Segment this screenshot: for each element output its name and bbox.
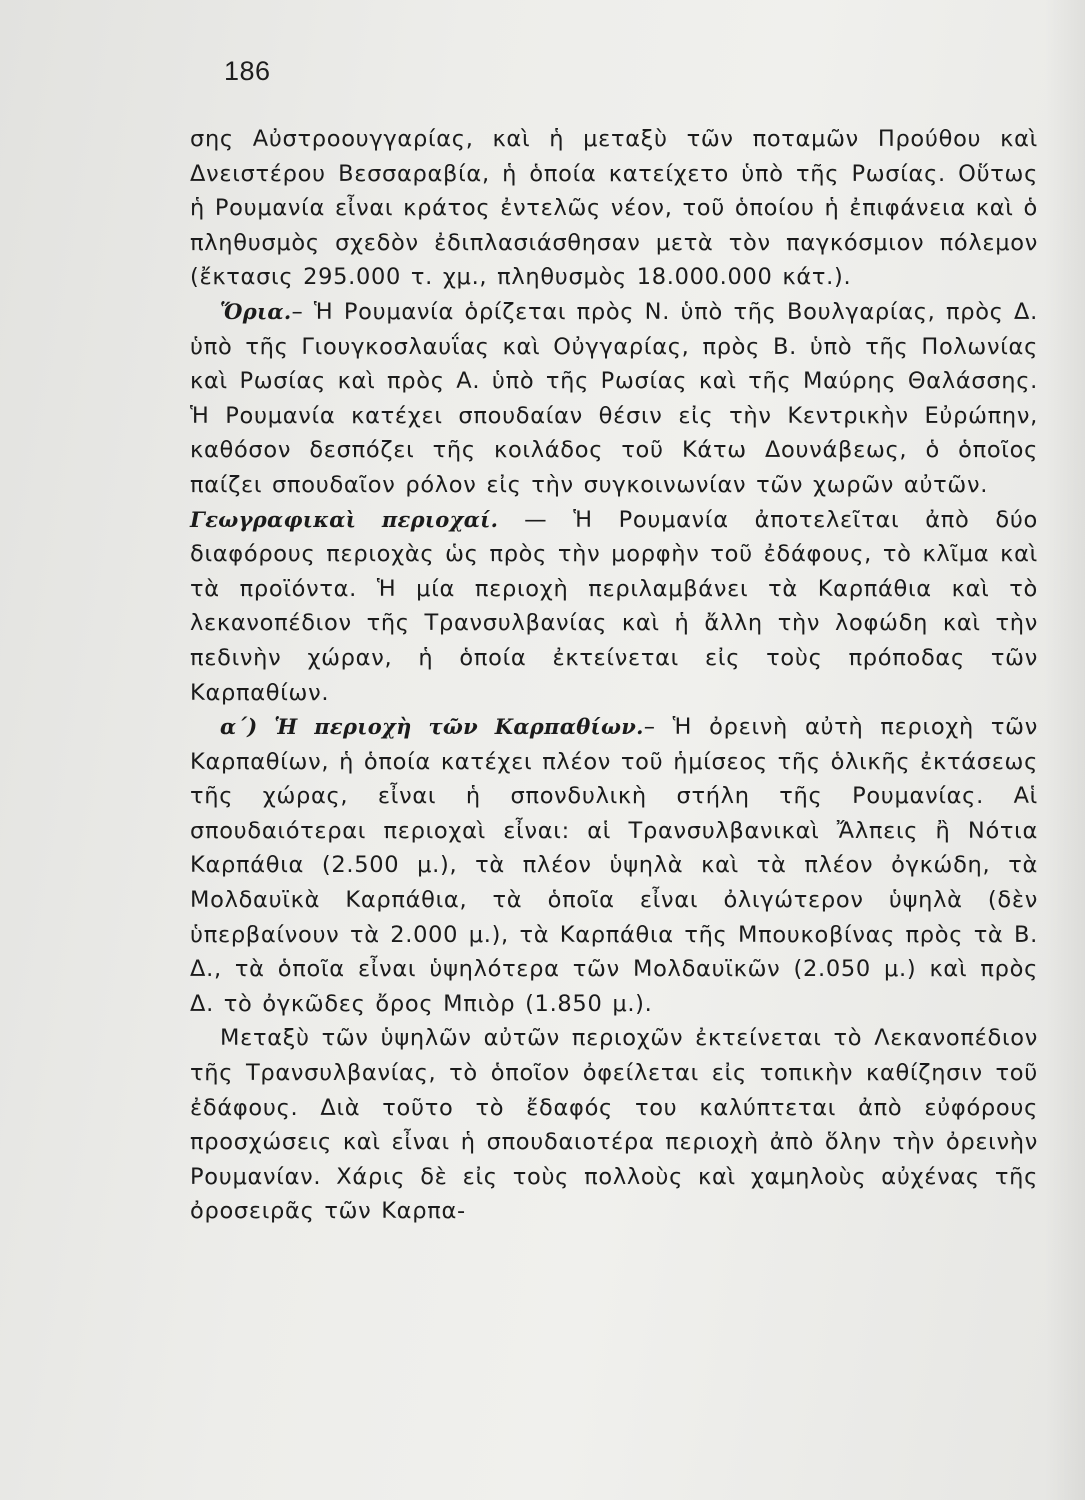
paragraph-intro (190, 122, 1038, 295)
page-edge-shadow (1045, 0, 1085, 1500)
paragraph-carpathians (190, 710, 1038, 1021)
paragraph-text: — Ἡ Ρουμανία ἀποτελεῖται ἀπὸ δύο διαφόρους περιοχὰς ὡς πρὸς τὴν μορφὴν τοῦ ἐδάφους, τὸ κλῖμα καὶ τὰ προϊόντα. Ἡ μία περιοχὴ περιλαμβάνει τὰ Καρπάθια καὶ τὸ λεκανοπέδιον τῆς Τρανσυλβανίας καὶ ἡ ἄλλη τὴν λοφώδη καὶ τὴν πεδινὴν χώραν, ἡ ὁποία ἐκτείνεται εἰς τοὺς πρόποδας τῶν Καρπαθίων. (190, 506, 1038, 706)
paragraph-borders (190, 295, 1038, 503)
paragraph-text: σης Αὐστροουγγαρίας, καὶ ἡ μεταξὺ τῶν ποταμῶν Προύθου καὶ Δνειστέρου Βεσσαραβία, ἡ ὁποία κατείχετο ὑπὸ τῆς Ρωσίας. Οὕτως ἡ Ρουμανία εἶναι κράτος ἐντελῶς νέον, τοῦ ὁποίου ἡ ἐπιφάνεια καὶ ὁ πληθυσμὸς σχεδὸν ἐδιπλασιάσθησαν μετὰ τὸν παγκόσμιον πόλεμον (ἔκτασις 295.000 τ. χμ., πληθυσμὸς 18.000.000 κάτ.). (190, 126, 1038, 291)
section-heading-geographic-regions: Γεωγραφικαὶ περιοχαί. (190, 506, 499, 532)
paragraph-transylvania-basin (190, 1021, 1038, 1229)
paragraph-geographic-regions (190, 503, 1038, 711)
body-text (190, 122, 1038, 1229)
paragraph-text: – Ἡ Ρουμανία ὁρίζεται πρὸς Ν. ὑπὸ τῆς Βουλγαρίας, πρὸς Δ. ὑπὸ τῆς Γιουγκοσλαυΐας καὶ Οὐγγαρίας, πρὸς Β. ὑπὸ τῆς Πολωνίας καὶ Ρωσίας καὶ πρὸς Α. ὑπὸ τῆς Ρωσίας καὶ τῆς Μαύρης Θαλάσσης. Ἡ Ρουμανία κατέχει σπουδαίαν θέσιν εἰς τὴν Κεντρικὴν Εὐρώπην, καθόσον δεσπόζει τῆς κοιλάδος τοῦ Κάτω Δουνάβεως, ὁ ὁποῖος παίζει σπουδαῖον ρόλον εἰς τὴν συγκοινωνίαν τῶν χωρῶν αὐτῶν. (190, 298, 1038, 498)
paragraph-text: Μεταξὺ τῶν ὑψηλῶν αὐτῶν περιοχῶν ἐκτείνεται τὸ Λεκανοπέδιον τῆς Τρανσυλβανίας, τὸ ὁποῖον ὀφείλεται εἰς τοπικὴν καθίζησιν τοῦ ἐδάφους. Διὰ τοῦτο τὸ ἔδαφός του καλύπτεται ἀπὸ εὐφόρους προσχώσεις καὶ εἶναι ἡ σπουδαιοτέρα περιοχὴ ἀπὸ ὅλην τὴν ὀρεινὴν Ρουμανίαν. Χάρις δὲ εἰς τοὺς πολλοὺς καὶ χαμηλοὺς αὐχένας τῆς ὀροσειρᾶς τῶν Καρπα- (190, 1025, 1038, 1225)
section-heading-borders: Ὅρια. (220, 298, 292, 324)
section-heading-carpathians: α΄) Ἡ περιοχὴ τῶν Καρπαθίων. (220, 714, 644, 740)
paragraph-text: – Ἡ ὀρεινὴ αὐτὴ περιοχὴ τῶν Καρπαθίων, ἡ ὁποία κατέχει πλέον τοῦ ἡμίσεος τῆς ὁλικῆς ἐκτάσεως τῆς χώρας, εἶναι ἡ σπονδυλικὴ στήλη τῆς Ρουμανίας. Αἱ σπουδαιότεραι περιοχαὶ εἶναι: αἱ Τρανσυλβανικαὶ Ἄλπεις ἢ Νότια Καρπάθια (2.500 μ.), τὰ πλέον ὑψηλὰ καὶ τὰ πλέον ὀγκώδη, τὰ Μολδαυϊκὰ Καρπάθια, τὰ ὁποῖα εἶναι ὀλιγώτερον ὑψηλὰ (δὲν ὑπερβαίνουν τὰ 2.000 μ.), τὰ Καρπάθια τῆς Μπουκοβίνας πρὸς τὰ Β. Δ., τὰ ὁποῖα εἶναι ὑψηλότερα τῶν Μολδαυϊκῶν (2.050 μ.) καὶ πρὸς Δ. τὸ ὀγκῶδες ὄρος Μπιὸρ (1.850 μ.). (190, 714, 1038, 1017)
page-number: 186 (224, 56, 271, 86)
